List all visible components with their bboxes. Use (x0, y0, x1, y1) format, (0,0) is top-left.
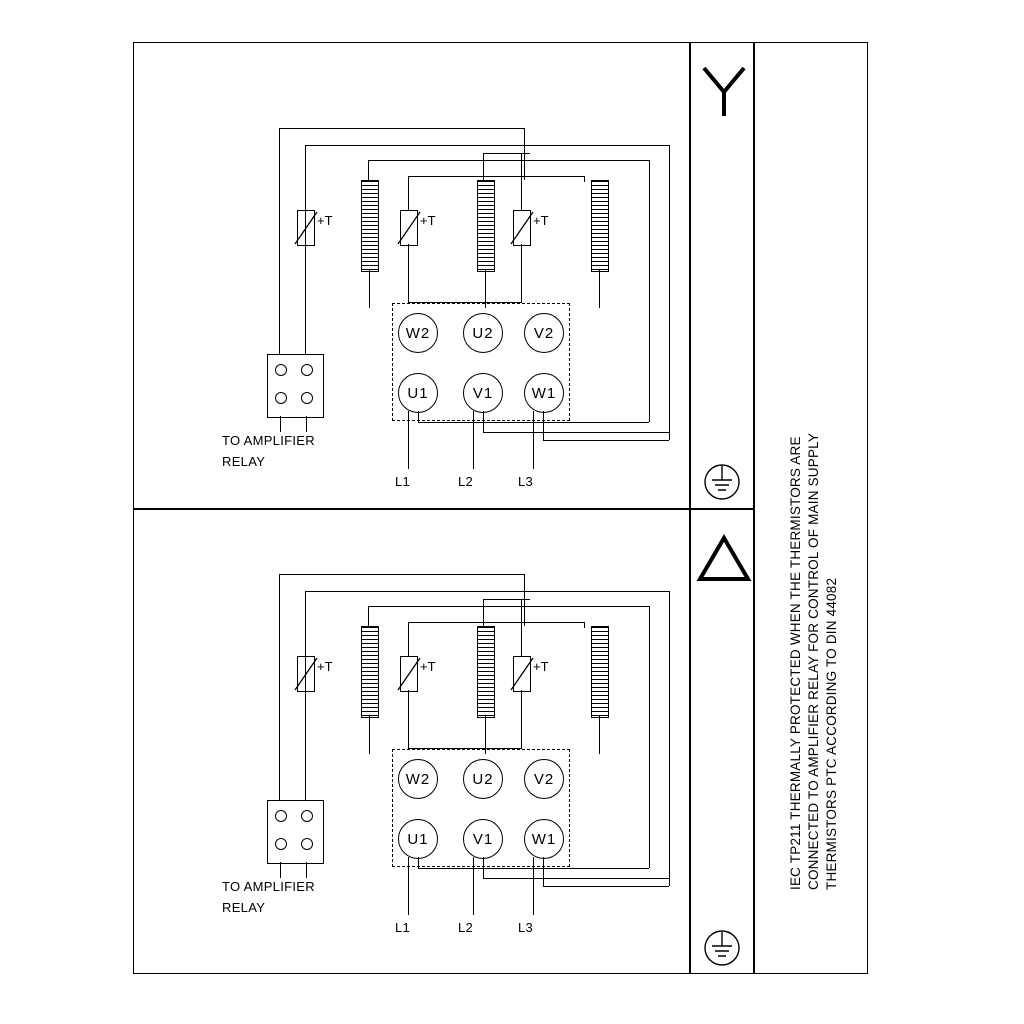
wire-star-top-2 (305, 145, 670, 146)
terminal-U1-star (398, 373, 438, 413)
amplifier-connector-dot-1-delta (275, 810, 287, 822)
amplifier-connector-delta (267, 800, 324, 864)
symbol-cell-divider-top (689, 42, 691, 508)
wire-star-L3 (533, 411, 534, 469)
wire-star-top-3v-left (368, 160, 369, 182)
wire-star-L2 (473, 411, 474, 469)
wire-delta-t3-lead (521, 690, 522, 748)
wire-star-t1-lead (305, 244, 306, 356)
terminal-W1-delta (524, 819, 564, 859)
terminal-W1-star (524, 373, 564, 413)
thermistor-2-label-delta: +T (420, 659, 436, 674)
amplifier-connector-dot-3-delta (275, 838, 287, 850)
wire-delta-top-5 (483, 599, 530, 600)
wire-delta-top-4v-left (408, 622, 409, 656)
terminal-U2-star-label: U2 (472, 324, 494, 342)
wire-star-wind1-down (369, 270, 370, 308)
wire-star-ret-1 (418, 422, 649, 423)
wire-delta-wind1-down (369, 716, 370, 754)
wire-star-ret-3v (543, 411, 544, 441)
amplifier-label-line2-star: RELAY (222, 454, 266, 469)
wire-star-top-4 (408, 176, 585, 177)
amplifier-label-line1-star: TO AMPLIFIER (222, 433, 315, 448)
wire-star-ret-1v (418, 411, 419, 423)
terminal-W1-star-label: W1 (531, 384, 557, 402)
wire-delta-top-4v-right (584, 622, 585, 628)
wire-delta-ret-2v (483, 857, 484, 879)
terminal-V2-delta (524, 759, 564, 799)
wire-delta-t1-lead (305, 690, 306, 802)
amplifier-pin-1-star (280, 416, 281, 432)
amplifier-connector-dot-3-star (275, 392, 287, 404)
terminal-W2-delta-label: W2 (405, 770, 431, 788)
wire-star-ret-2v (483, 411, 484, 433)
wire-delta-top-3v-right (649, 606, 650, 868)
terminal-V1-star (463, 373, 503, 413)
winding-bar-2-delta (477, 626, 495, 718)
terminal-U1-star-label: U1 (407, 384, 429, 402)
wire-star-ret-2 (483, 432, 669, 433)
wire-star-t2-lead (408, 244, 409, 302)
wire-delta-ret-2 (483, 878, 669, 879)
wire-delta-top-1 (279, 574, 525, 575)
wire-delta-ret-3 (543, 886, 669, 887)
supply-label-L1-delta: L1 (395, 920, 411, 935)
amplifier-connector-dot-2-star (301, 364, 313, 376)
thermistor-3-label-delta: +T (533, 659, 549, 674)
wire-star-L1 (408, 411, 409, 469)
amplifier-label-line2-delta: RELAY (222, 900, 266, 915)
wire-star-top-1v-left (279, 128, 280, 356)
winding-bar-3-delta (591, 626, 609, 718)
wire-delta-L2 (473, 857, 474, 915)
wire-delta-top-2v-right (669, 591, 670, 886)
side-note-line-1: IEC TP211 THERMALLY PROTECTED WHEN THE THERMISTORS ARE (788, 436, 803, 890)
wire-delta-ret-1v (418, 857, 419, 869)
wire-delta-wind3-down (599, 716, 600, 754)
amplifier-connector-dot-1-star (275, 364, 287, 376)
terminal-V1-delta-label: V1 (472, 830, 494, 848)
thermistor-3-label-star: +T (533, 213, 549, 228)
terminal-U2-star (463, 313, 503, 353)
amplifier-connector-star (267, 354, 324, 418)
winding-bar-2-star (477, 180, 495, 272)
wire-delta-ret-3v (543, 857, 544, 887)
amplifier-connector-dot-2-delta (301, 810, 313, 822)
supply-label-L2-star: L2 (458, 474, 474, 489)
winding-bar-1-star (361, 180, 379, 272)
wire-star-top-2v-right (669, 145, 670, 440)
amplifier-label-line1-delta: TO AMPLIFIER (222, 879, 315, 894)
wire-delta-L1 (408, 857, 409, 915)
side-note-line-2: CONNECTED TO AMPLIFIER RELAY FOR CONTROL OF MAIN SUPPLY (806, 432, 821, 890)
wire-delta-t2-lead (408, 690, 409, 748)
wire-delta-top-1v-left (279, 574, 280, 802)
terminal-W2-star (398, 313, 438, 353)
wire-star-top-4v-left (408, 176, 409, 210)
terminal-V2-star (524, 313, 564, 353)
winding-bar-3-star (591, 180, 609, 272)
terminal-V1-star-label: V1 (472, 384, 494, 402)
amplifier-connector-dot-4-delta (301, 838, 313, 850)
supply-label-L2-delta: L2 (458, 920, 474, 935)
wire-star-wind3-down (599, 270, 600, 308)
wire-star-ret-3 (543, 440, 669, 441)
supply-label-L3-delta: L3 (518, 920, 534, 935)
supply-label-L3-star: L3 (518, 474, 534, 489)
terminal-V2-delta-label: V2 (533, 770, 555, 788)
terminal-V2-star-label: V2 (533, 324, 555, 342)
wire-delta-top-2 (305, 591, 670, 592)
thermistor-2-label-star: +T (420, 213, 436, 228)
thermistor-1-label-delta: +T (317, 659, 333, 674)
terminal-W2-star-label: W2 (405, 324, 431, 342)
wire-star-t3-lead (521, 244, 522, 302)
wire-delta-top-4 (408, 622, 585, 623)
wire-star-top-3 (368, 160, 650, 161)
earth-ground-icon-delta (700, 926, 744, 975)
side-note-line-3: THERMISTORS PTC ACCORDING TO DIN 44082 (824, 577, 839, 890)
wire-delta-thermistor3-drop (521, 599, 522, 657)
terminal-U1-delta-label: U1 (407, 830, 429, 848)
wire-star-top-3v-right (649, 160, 650, 422)
terminal-V1-delta (463, 819, 503, 859)
panel-divider (133, 508, 754, 510)
terminal-W1-delta-label: W1 (531, 830, 557, 848)
wire-delta-ret-1 (418, 868, 649, 869)
symbol-cell-divider-bottom (689, 508, 691, 974)
amplifier-pin-1-delta (280, 862, 281, 878)
wire-delta-top-3 (368, 606, 650, 607)
wire-delta-top-3v-left (368, 606, 369, 628)
amplifier-connector-dot-4-star (301, 392, 313, 404)
wire-star-top-5 (483, 153, 530, 154)
winding-bar-1-delta (361, 626, 379, 718)
amplifier-pin-2-delta (306, 862, 307, 878)
thermistor-1-label-star: +T (317, 213, 333, 228)
wire-delta-L3 (533, 857, 534, 915)
amplifier-pin-2-star (306, 416, 307, 432)
wire-star-top-4v-right (584, 176, 585, 182)
wire-delta-top-5v (483, 599, 484, 627)
terminal-U2-delta (463, 759, 503, 799)
wire-star-thermistor3-drop (521, 153, 522, 211)
wye-star-icon (698, 62, 750, 123)
supply-label-L1-star: L1 (395, 474, 411, 489)
delta-triangle-icon (696, 533, 752, 588)
wire-star-top-5v (483, 153, 484, 181)
earth-ground-icon-star (700, 460, 744, 509)
wire-star-top-1 (279, 128, 525, 129)
terminal-W2-delta (398, 759, 438, 799)
terminal-U2-delta-label: U2 (472, 770, 494, 788)
terminal-U1-delta (398, 819, 438, 859)
